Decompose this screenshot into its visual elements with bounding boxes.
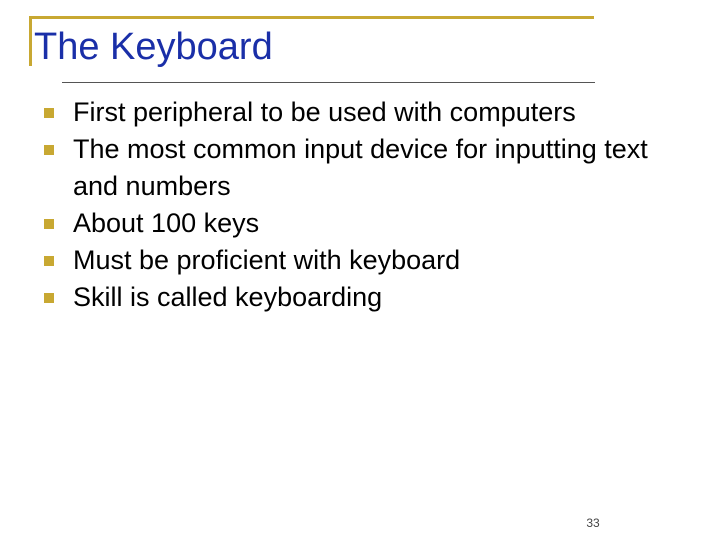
bullet-text: Must be proficient with keyboard [73, 245, 461, 275]
frame-top-accent [29, 16, 594, 19]
list-item [44, 242, 664, 279]
square-bullet-icon [44, 256, 54, 266]
bullet-text: The most common input device for inputting text and numbers [73, 134, 648, 201]
list-item [44, 205, 664, 242]
title-divider [62, 82, 595, 83]
list-item [44, 279, 664, 316]
bullet-text: About 100 keys [73, 208, 260, 238]
square-bullet-icon [44, 108, 54, 118]
slide-title: The Keyboard [34, 26, 273, 68]
page-number: 33 [586, 516, 600, 530]
bullet-text: First peripheral to be used with computers [73, 97, 576, 127]
bullet-text: Skill is called keyboarding [73, 282, 383, 312]
square-bullet-icon [44, 145, 54, 155]
list-item [44, 131, 664, 205]
square-bullet-icon [44, 293, 54, 303]
square-bullet-icon [44, 219, 54, 229]
bullet-list [44, 94, 664, 316]
list-item [44, 94, 664, 131]
frame-left-accent [29, 16, 32, 66]
